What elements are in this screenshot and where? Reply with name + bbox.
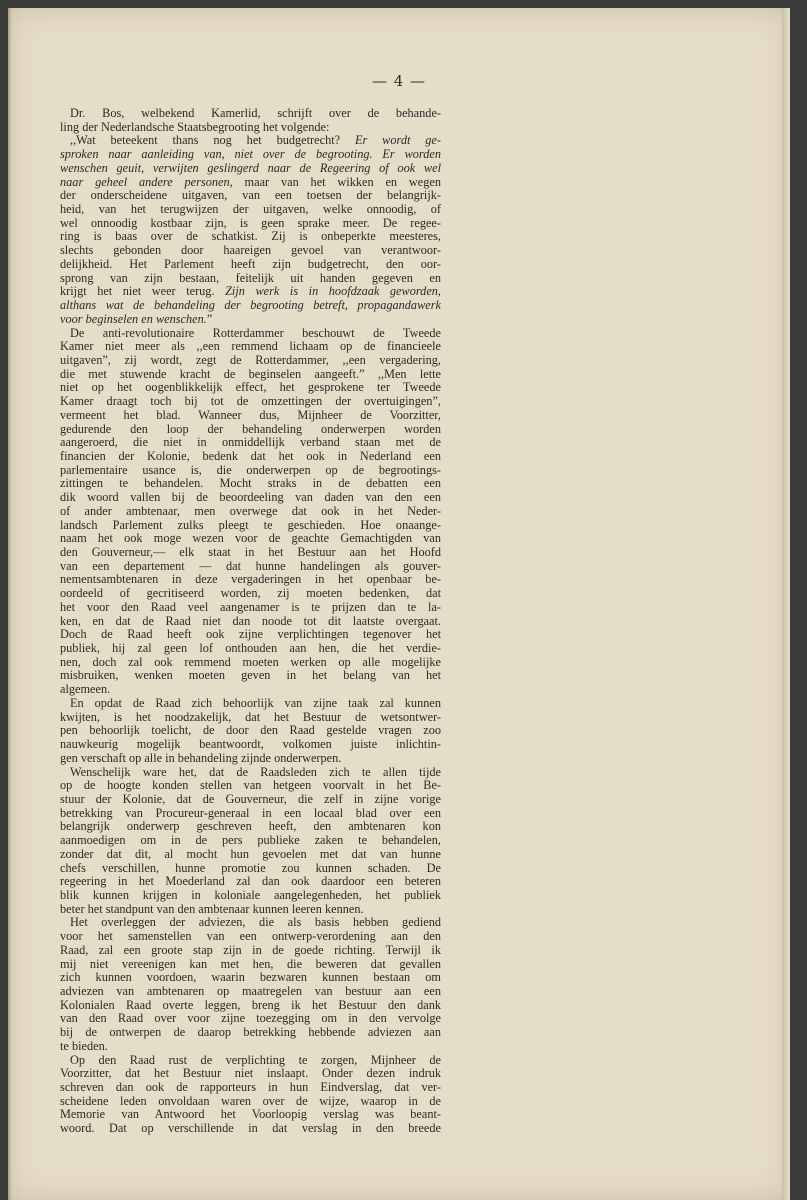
text-run: mij niet vereenigen kan met hen, die beweren dat gevallen xyxy=(60,956,441,971)
text-line xyxy=(60,203,441,217)
text-run: aangeroerd, die niet in onmiddellijk verband staan met de xyxy=(60,435,441,450)
text-line xyxy=(60,697,441,711)
text-line xyxy=(60,354,441,368)
text-line xyxy=(60,436,441,450)
text-run: blik kunnen krijgen in koloniale aangelegenheden, het publiek xyxy=(60,887,441,902)
text-run: Op den Raad rust de verplichting te zorgen, Mijnheer de xyxy=(70,1052,441,1067)
text-run: gedurende den loop der behandeling onderwerpen worden xyxy=(60,421,441,436)
text-run: nauwkeurig mogelijk beantwoordt, volkomen juiste inlichtin- xyxy=(60,737,441,752)
text-line xyxy=(60,820,441,834)
text-run: vermeent het blad. Wanneer dus, Mijnheer de Voorzitter, xyxy=(60,407,441,422)
text-run: belangrijk onderwerp geschreven heeft, den ambtenaren kon xyxy=(60,819,441,834)
text-line xyxy=(60,491,441,505)
text-run: aanmoedigen om in de pers publieke zaken te behandelen, xyxy=(60,833,441,848)
text-line xyxy=(60,601,441,615)
body-text xyxy=(60,107,441,1136)
text-run: De anti-revolutionaire Rotterdammer beschouwt de Tweede xyxy=(70,325,441,340)
text-line xyxy=(60,1122,441,1136)
text-run: der onderscheidene uitgaven, van een toetsen der belangrijk- xyxy=(60,188,441,203)
text-run: ken, en dat de Raad niet dan noode tot dit laatste overgaat. xyxy=(60,613,441,628)
text-line xyxy=(60,779,441,793)
text-run: regeering in het Moederland zal dan ook daardoor een beteren xyxy=(60,874,441,889)
text-line xyxy=(60,244,441,258)
text-run: parlementaire usance is, die onderwerpen op de begrootings- xyxy=(60,462,441,477)
text-run: pen behoorlijk toelicht, de door den Raad gestelde vragen zoo xyxy=(60,723,441,738)
text-run: te bieden. xyxy=(60,1038,108,1053)
text-run: den Gouverneur,— elk staat in het Bestuur aan het Hoofd xyxy=(60,545,441,559)
text-run: adviezen van ambtenaren op maatregelen van bestuur aan een xyxy=(60,984,441,998)
text-run: betrekking van Procureur-generaal in een locaal blad over een xyxy=(60,805,441,820)
text-run: schreven dan ook de rapporteurs in hun Eindverslag, dat ver- xyxy=(60,1080,441,1095)
text-line xyxy=(60,299,441,313)
text-line xyxy=(60,971,441,985)
text-line xyxy=(60,615,441,629)
text-run: maar van het wikken en wegen xyxy=(232,174,442,189)
italic-run: wenschen geuit, verwijten geslingerd naar de Regeering of ook wel xyxy=(60,160,441,175)
text-line xyxy=(60,752,441,766)
text-run: Kamer niet meer als ,,een remmend lichaam op de financieele xyxy=(60,339,441,354)
text-line xyxy=(60,834,441,848)
text-run: Kamer draagt toch bij tot de omzettingen der overtuigingen”, xyxy=(60,394,441,409)
text-line xyxy=(60,368,441,382)
text-line xyxy=(60,258,441,272)
text-run: financien der Kolonie, bedenk dat het ook in Nederland een xyxy=(60,448,441,463)
text-run: Raad, zal een groote stap zijn in de goede richting. Terwijl ik xyxy=(60,942,441,957)
text-line xyxy=(60,1095,441,1109)
text-line xyxy=(60,176,441,190)
text-run: of ander ambtenaar, men overwege dat ook in het Neder- xyxy=(60,503,441,518)
text-line xyxy=(60,560,441,574)
text-run: Doch de Raad heeft ook zijne verplichtingen tegenover het xyxy=(60,627,441,642)
text-run: beter het standpunt van den ambtenaar kunnen leeren kennen. xyxy=(60,901,364,916)
text-run: chefs verschillen, hunne promotie zou kunnen schaden. De xyxy=(60,860,441,875)
text-line xyxy=(60,903,441,917)
text-line xyxy=(60,519,441,533)
text-run: Het overleggen der adviezen, die als basis hebben gediend xyxy=(70,915,441,930)
text-line xyxy=(60,1012,441,1026)
text-line xyxy=(60,766,441,780)
text-run: zich kunnen voordoen, waarin bezwaren kunnen bestaan om xyxy=(60,970,441,985)
text-run: ring is baas over de schatkist. Zij is onbeperkte meesteres, xyxy=(60,229,441,244)
text-run: oordeeld of gecritiseerd worden, zij moeten bedenken, dat xyxy=(60,586,441,601)
text-run: delijkheid. Het Parlement heeft zijn budgetrecht, den oor- xyxy=(60,256,441,271)
text-run: En opdat de Raad zich behoorlijk van zijne taak zal kunnen xyxy=(70,695,441,710)
text-run: wel onnoodig kostbaar zijn, is geen sprake meer. De regee- xyxy=(60,215,441,230)
text-run: naam het ook moge wezen voor de geachte Gemachtigden van xyxy=(60,531,441,546)
text-line xyxy=(60,793,441,807)
text-line xyxy=(60,1067,441,1081)
text-line xyxy=(60,464,441,478)
text-run: uitgaven”, zij wordt, zegt de Rotterdammer, ,,een vergadering, xyxy=(60,352,441,367)
text-run: algemeen. xyxy=(60,682,111,697)
text-run: van een departement — dat hunne handelingen als gouver- xyxy=(60,558,441,573)
text-run: krijgt het niet weer terug. xyxy=(60,284,226,299)
text-run: nen, doch zal ook remmend moeten werken op alle mogelijke xyxy=(60,654,441,669)
text-line xyxy=(60,546,441,560)
text-run: Kolonialen Raad overte leggen, breng ik het Bestuur den dank xyxy=(60,997,441,1012)
text-run: stuur der Kolonie, dat de Gouverneur, die zelf in zijne vorige xyxy=(60,791,441,806)
italic-run: sproken naar aanleiding van, niet over de begrooting. Er worden xyxy=(60,147,441,162)
text-line xyxy=(60,642,441,656)
text-run: Dr. Bos, welbekend Kamerlid, schrijft over de behande- xyxy=(70,106,441,120)
text-line xyxy=(60,1108,441,1122)
text-run: zonder dat dit, al mocht hun gevoelen met dat van hunne xyxy=(60,846,441,861)
text-run: ,,Wat beteekent thans nog het budgetrecht? xyxy=(70,133,355,148)
italic-run: Zijn werk is in hoofdzaak geworden, xyxy=(225,284,441,299)
text-run: voor het samenstellen van een ontwerp-verordening aan den xyxy=(60,929,441,944)
page-edge-shadow xyxy=(8,8,12,1200)
text-line xyxy=(60,532,441,546)
text-run: ling der Nederlandsche Staatsbegrooting het volgende: xyxy=(60,119,330,134)
text-line xyxy=(60,477,441,491)
text-run: op de hoogte konden stellen van hetgeen voorvalt in het Be- xyxy=(60,778,441,793)
text-run: dik woord vallen bij de beoordeeling van daden van den een xyxy=(60,490,441,505)
text-run: scheidene leden onvoldaan waren over de wijze, waarop in de xyxy=(60,1093,441,1108)
text-line xyxy=(60,711,441,725)
text-run: niet op het oogenblikkelijk effect, het gesprokene ter Tweede xyxy=(60,380,441,395)
text-line xyxy=(60,985,441,999)
text-line xyxy=(60,107,441,121)
text-line xyxy=(60,1026,441,1040)
text-line xyxy=(60,1081,441,1095)
text-run: zittingen te behandelen. Mocht straks in de debatten een xyxy=(60,476,441,491)
text-run: heid, van het terugwijzen der uitgaven, welke onnoodig, of xyxy=(60,202,441,217)
text-line xyxy=(60,656,441,670)
text-line xyxy=(60,848,441,862)
text-line xyxy=(60,313,441,327)
text-line xyxy=(60,381,441,395)
text-run: die met stuwende kracht de beginselen aangeeft.” ,,Men lette xyxy=(60,366,441,381)
text-line xyxy=(60,423,441,437)
text-line xyxy=(60,327,441,341)
document-page xyxy=(8,8,790,1200)
text-line xyxy=(60,230,441,244)
text-line xyxy=(60,944,441,958)
italic-run: althans wat de behandeling der begrooting betreft, propagandawerk xyxy=(60,298,441,313)
text-run: sprong van zijn bestaan, feitelijk uit handen gegeven en xyxy=(60,270,441,285)
italic-run: Er wordt ge- xyxy=(354,133,441,148)
text-run: woord. Dat op verschillende in dat verslag in den breede xyxy=(60,1121,441,1136)
text-run: het voor den Raad veel aangenamer is te prijzen dan te la- xyxy=(60,599,441,614)
text-line xyxy=(60,409,441,423)
text-line xyxy=(60,587,441,601)
italic-run: naar geheel andere personen, xyxy=(60,174,233,189)
text-line xyxy=(60,875,441,889)
binding-edge xyxy=(782,8,790,1200)
text-line xyxy=(60,450,441,464)
text-run: gen verschaft op alle in behandeling zijnde onderwerpen. xyxy=(60,750,342,765)
text-line xyxy=(60,724,441,738)
text-line xyxy=(60,930,441,944)
text-line xyxy=(60,738,441,752)
text-line xyxy=(60,999,441,1013)
text-line xyxy=(60,340,441,354)
text-line xyxy=(60,1054,441,1068)
text-run: Wenschelijk ware het, dat de Raadsleden zich te allen tijde xyxy=(70,764,441,779)
italic-run: voor beginselen en wenschen. xyxy=(60,311,207,326)
text-line xyxy=(60,862,441,876)
text-line xyxy=(60,134,441,148)
text-line xyxy=(60,1040,441,1054)
text-run: ” xyxy=(206,311,213,326)
text-line xyxy=(60,889,441,903)
text-line xyxy=(60,916,441,930)
text-run: bij de ontwerpen de daarop betrekking hebbende adviezen aan xyxy=(60,1025,441,1040)
page-number: — 4 — xyxy=(371,72,427,90)
text-run: Voorzitter, dat het Bestuur niet inslaapt. Onder dezen indruk xyxy=(60,1066,441,1081)
text-line xyxy=(60,395,441,409)
text-line xyxy=(60,148,441,162)
text-run: misbruiken, wenken moeten geven in het belang van het xyxy=(60,668,441,683)
text-line xyxy=(60,272,441,286)
text-line xyxy=(60,285,441,299)
text-line xyxy=(60,958,441,972)
text-run: kwijten, is het noodzakelijk, dat het Bestuur de wetsontwer- xyxy=(60,709,441,724)
text-line xyxy=(60,162,441,176)
text-line xyxy=(60,121,441,135)
text-line xyxy=(60,683,441,697)
text-line xyxy=(60,807,441,821)
text-run: landsch Parlement zulks pleegt te geschieden. Hoe onaange- xyxy=(60,517,441,532)
text-line xyxy=(60,505,441,519)
text-run: Memorie van Antwoord het Voorloopig verslag was beant- xyxy=(60,1107,441,1122)
text-run: van den Raad over voor zijne toezegging om in den vervolge xyxy=(60,1011,441,1026)
text-line xyxy=(60,573,441,587)
text-run: slechts gebonden door haareigen gevoel van verantwoor- xyxy=(60,243,441,258)
text-run: publiek, hij zal geen lof onthouden aan hen, die het verdie- xyxy=(60,641,441,656)
text-line xyxy=(60,628,441,642)
text-line xyxy=(60,669,441,683)
text-line xyxy=(60,189,441,203)
text-run: nementsambtenaren in deze vergaderingen in het openbaar be- xyxy=(60,572,441,587)
text-line xyxy=(60,217,441,231)
